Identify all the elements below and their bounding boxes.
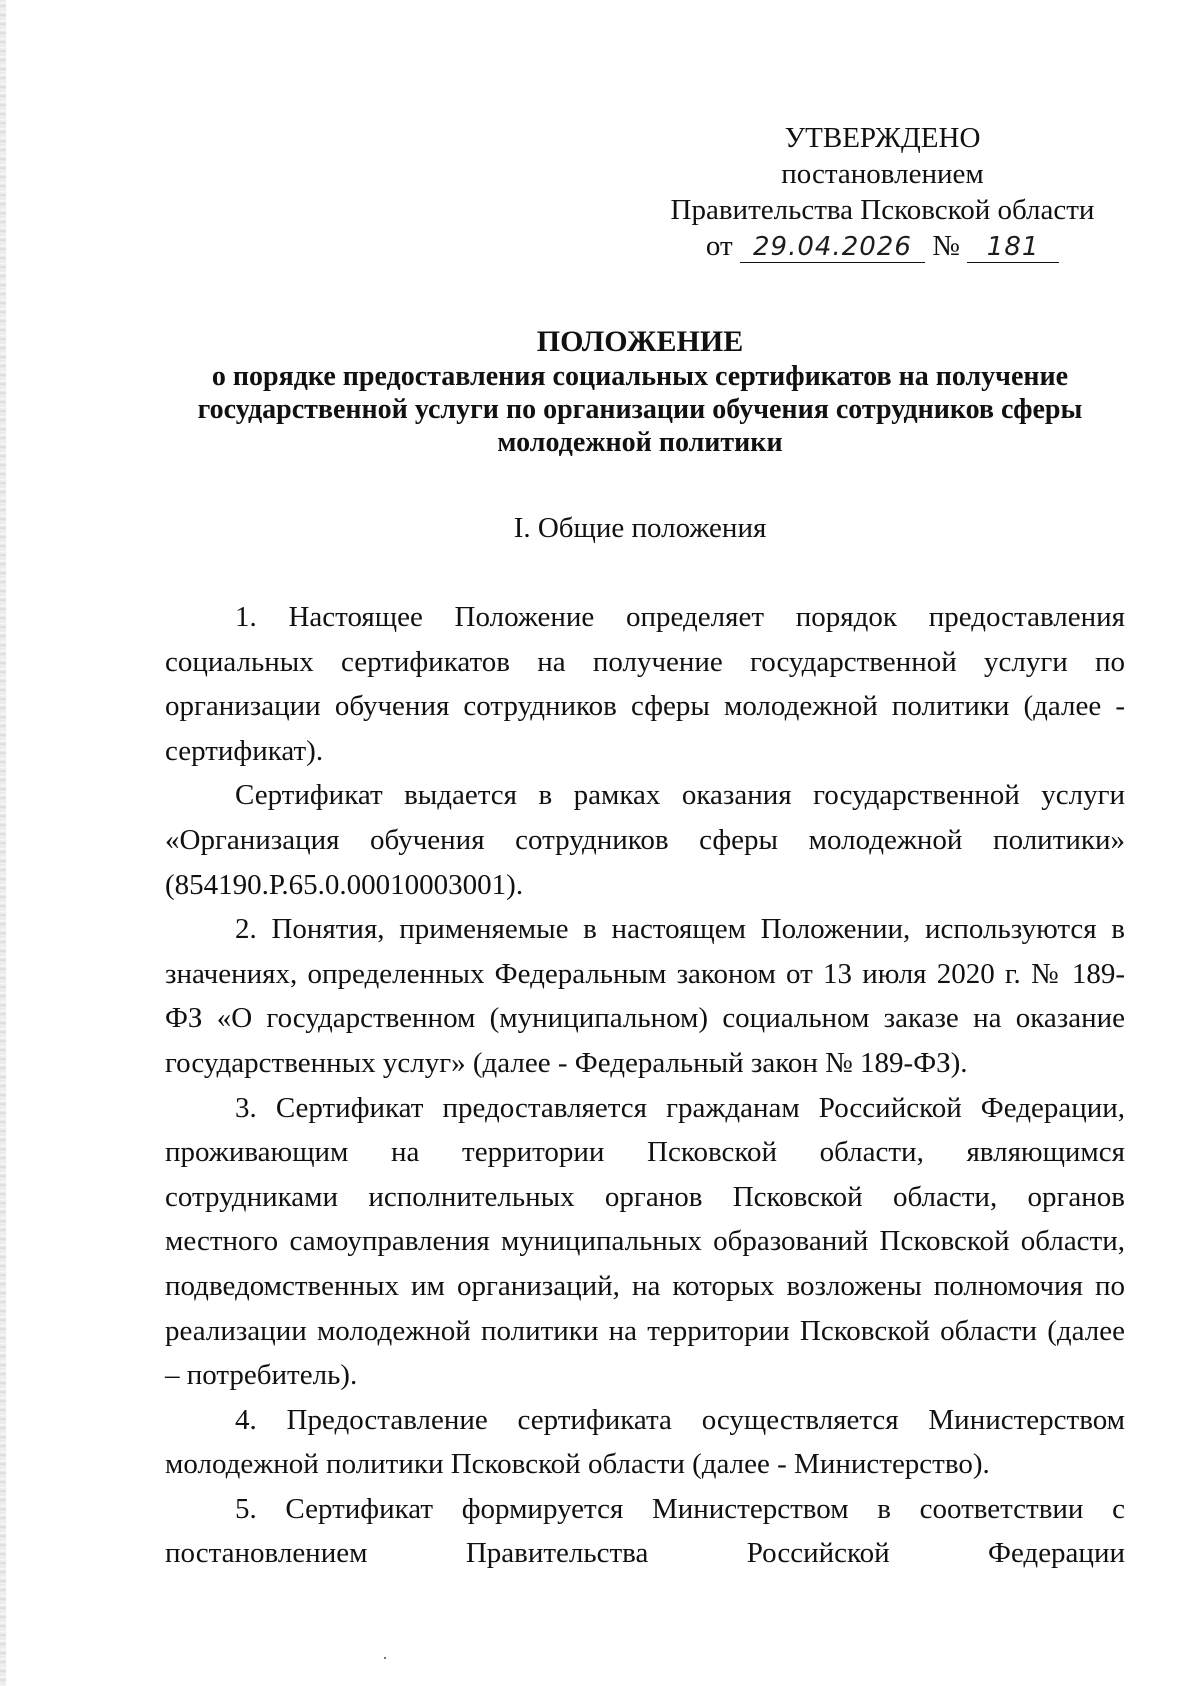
paragraph-1: 1. Настоящее Положение определяет порядок предоставления социальных сертификатов на получение государственной услуги по организации обучения сотрудников сферы молодежной политики (далее - сертификат). (165, 601, 1125, 767)
approval-stamp-block (640, 120, 1125, 264)
paragraph-2: 2. Понятия, применяемые в настоящем Положении, используются в значениях, определенных Федеральным законом от 13 июля 2020 г. № 189-ФЗ «О государственном (муниципальном) социальном заказе на оказание государственных услуг» (далее - Федеральный закон № 189-ФЗ). (165, 913, 1125, 1079)
section-heading: I. Общие положения (513, 512, 767, 544)
handwritten-number: 181 (967, 232, 1059, 263)
approval-line-government: Правительства Псковской области (670, 194, 1095, 226)
document-body (165, 595, 1125, 1576)
approval-heading: УТВЕРЖДЕНО (784, 122, 981, 154)
document-title-block (150, 325, 1130, 459)
scan-speck (384, 1657, 386, 1659)
paragraph-4: 4. Предоставление сертификата осуществляется Министерством молодежной политики Псковской области (далее - Министерство). (165, 1403, 1125, 1481)
date-prefix: от (705, 230, 733, 262)
document-subtitle: о порядке предоставления социальных сертификатов на получение государственной услуги по организации обучения сотрудников сферы молодежной политики (197, 361, 1083, 458)
paragraph-3: 3. Сертификат предоставляется гражданам Российской Федерации, проживающим на территории Псковской области, являющимся сотрудниками исполнительных органов Псковской области, органов местного самоуправления муниципальных образований Псковской области, подведомственных им организаций, на которых возложены полномочия по реализации молодежной политики на территории Псковской области (далее – потребитель). (165, 1091, 1125, 1392)
approval-date-line (706, 228, 1059, 264)
paragraph-5: 5. Сертификат формируется Министерством в соответствии с постановлением Правительства Российской Федерации (165, 1492, 1125, 1570)
document-title: ПОЛОЖЕНИЕ (536, 325, 744, 358)
handwritten-date: 29.04.2026 (740, 232, 925, 263)
approval-line-resolution: постановлением (781, 158, 984, 190)
paragraph-1-continuation: Сертификат выдается в рамках оказания государственной услуги «Организация обучения сотрудников сферы молодежной политики» (854190.Р.65.0.00010003001). (165, 779, 1125, 901)
scan-edge (0, 0, 6, 1686)
number-prefix: № (932, 230, 960, 262)
